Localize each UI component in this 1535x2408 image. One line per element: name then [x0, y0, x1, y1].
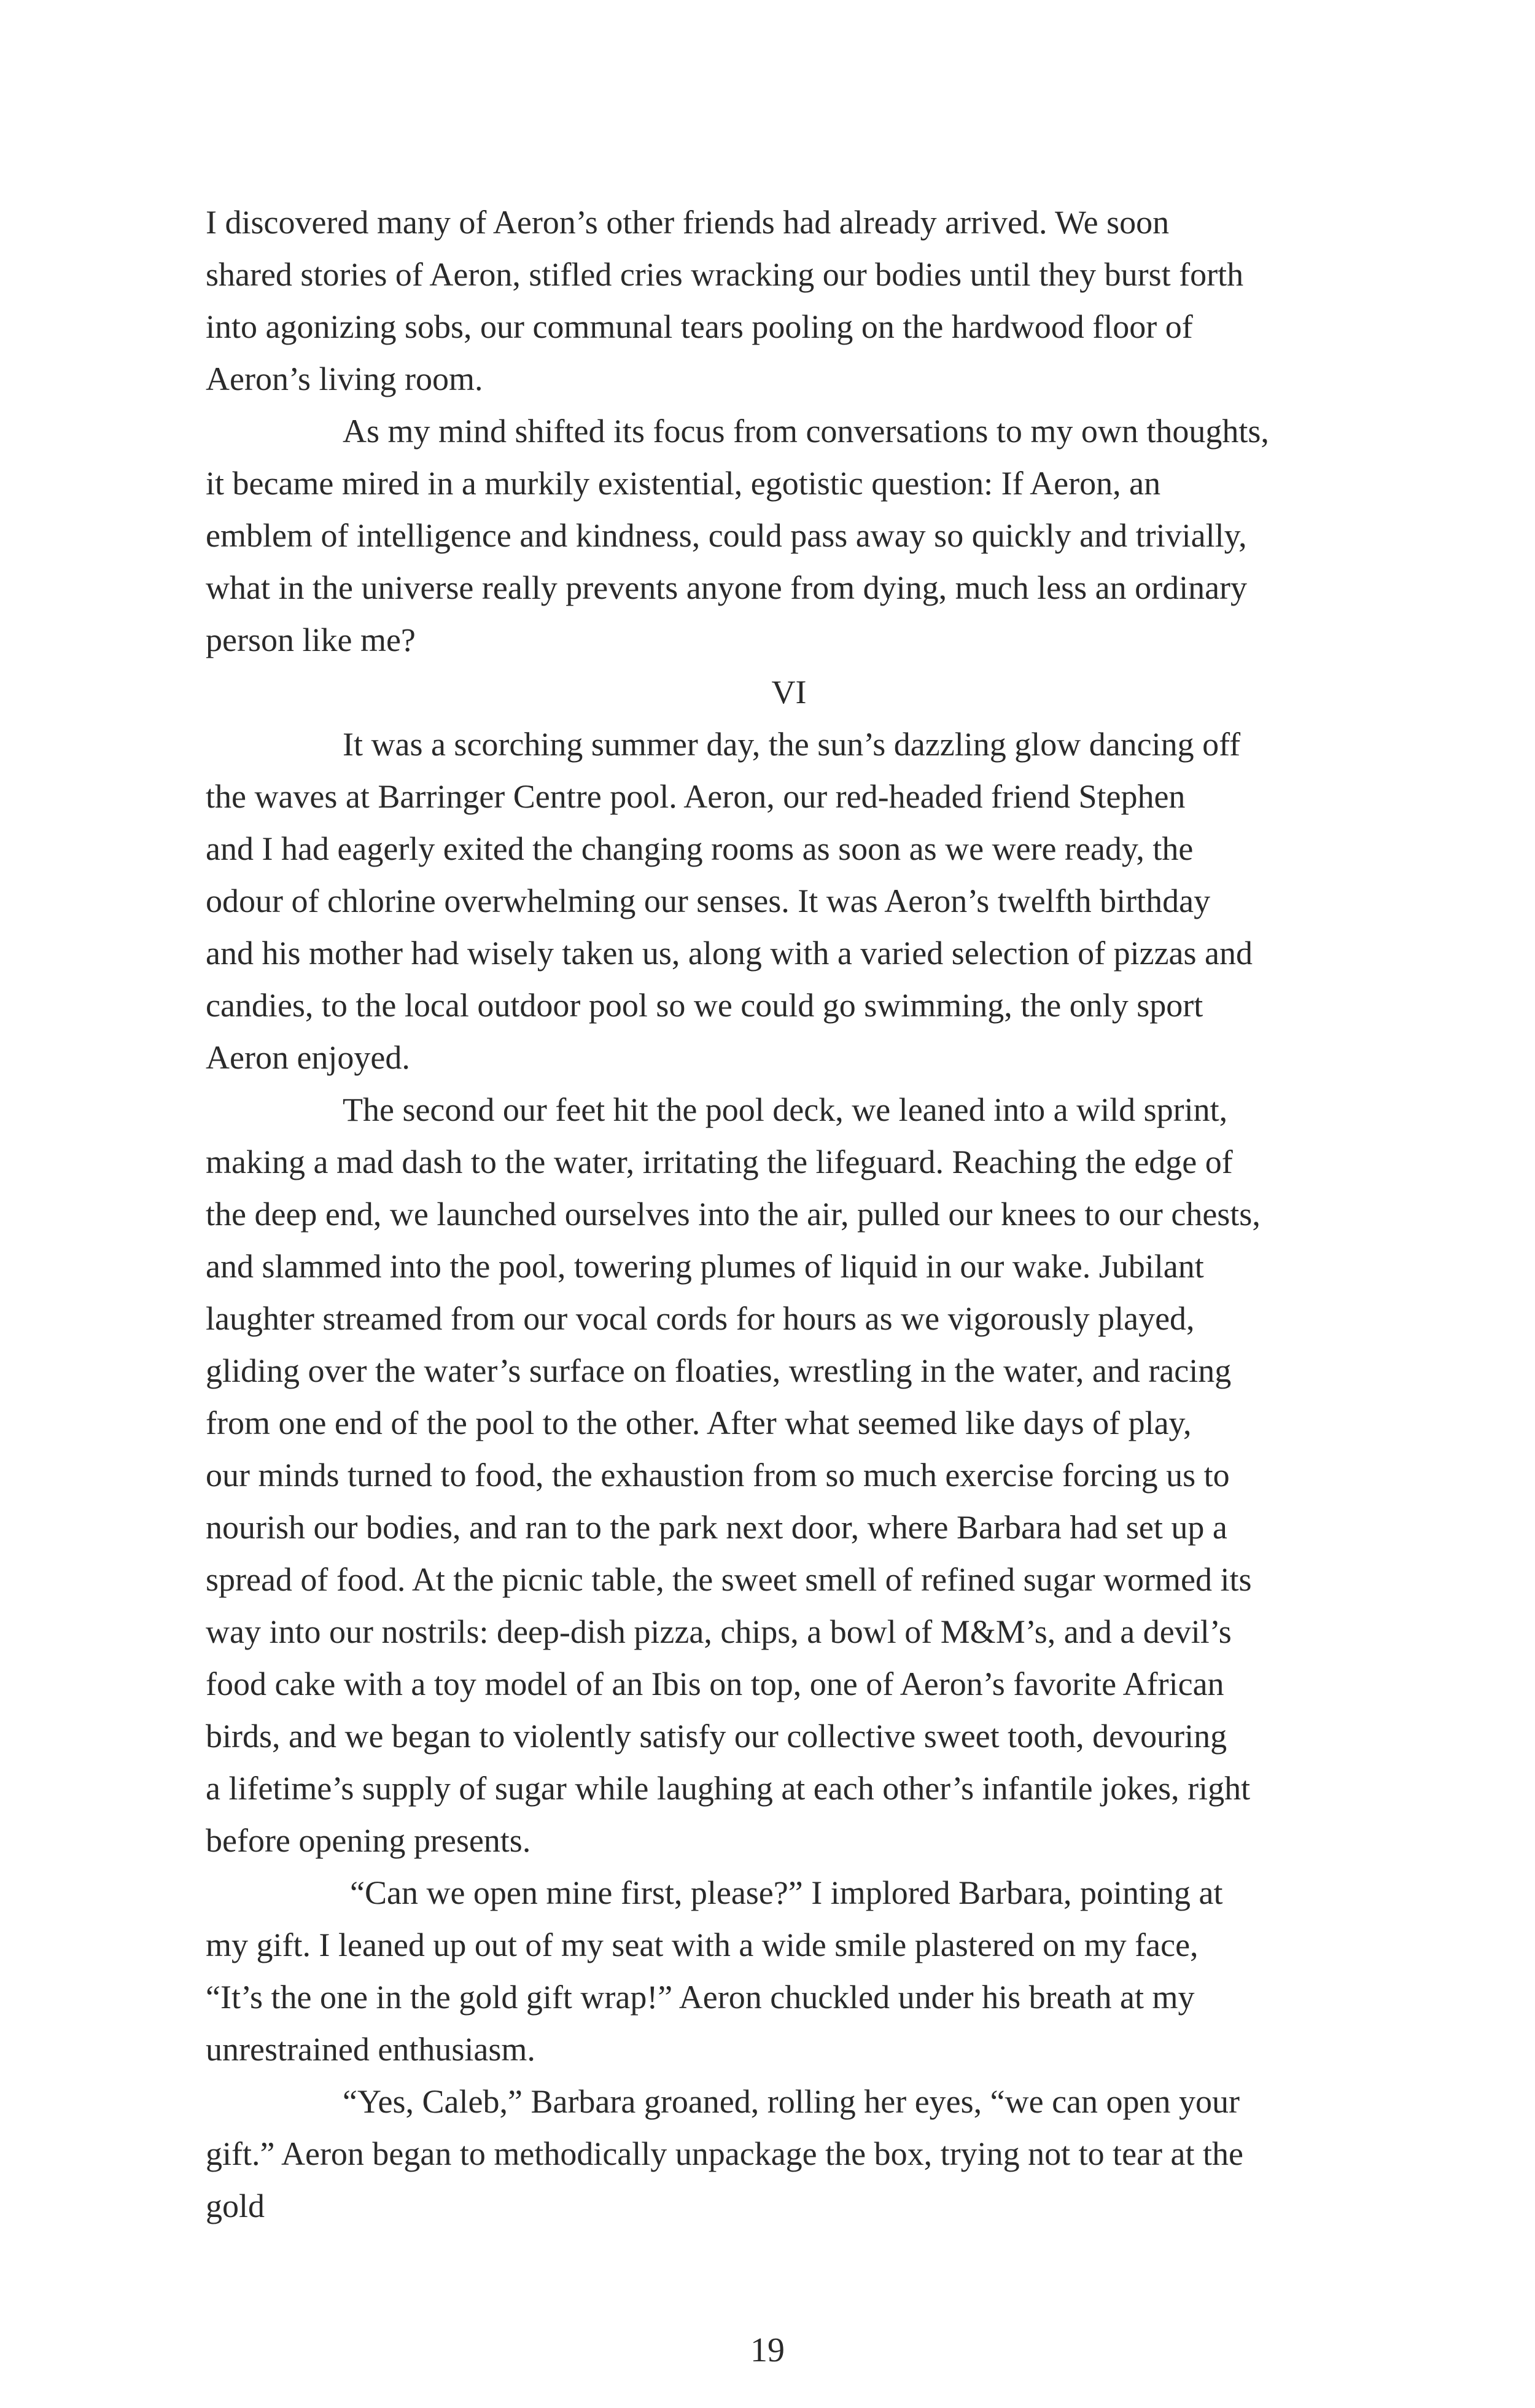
text-line: emblem of intelligence and kindness, could pass away so quickly and trivially, — [206, 517, 1247, 554]
text-line: and I had eagerly exited the changing rooms as soon as we were ready, the — [206, 830, 1194, 867]
text-line: the deep end, we launched ourselves into the air, pulled our knees to our chests, — [206, 1196, 1261, 1233]
text-line: what in the universe really prevents anyone from dying, much less an ordinary — [206, 569, 1248, 606]
text-line: into agonizing sobs, our communal tears pooling on the hardwood floor of — [206, 308, 1193, 345]
text-line: unrestrained enthusiasm. — [206, 2031, 535, 2068]
text-line: gliding over the water’s surface on floaties, wrestling in the water, and racing — [206, 1352, 1232, 1389]
text-line: odour of chlorine overwhelming our senses. It was Aeron’s twelfth birthday — [206, 883, 1211, 919]
page-number: 19 — [750, 2331, 785, 2369]
paragraph-start-line: As my mind shifted its focus from conversations to my own thoughts, — [343, 413, 1269, 450]
text-line: gold — [206, 2188, 265, 2224]
text-line: shared stories of Aeron, stifled cries wracking our bodies until they burst forth — [206, 256, 1244, 293]
text-line: birds, and we began to violently satisfy our collective sweet tooth, devouring — [206, 1718, 1227, 1755]
text-line: person like me? — [206, 621, 416, 658]
text-line: gift.” Aeron began to methodically unpackage the box, trying not to tear at the — [206, 2135, 1243, 2172]
text-line: my gift. I leaned up out of my seat with a wide smile plastered on my face, — [206, 1927, 1199, 1963]
text-line: way into our nostrils: deep-dish pizza, chips, a bowl of M&M’s, and a devil’s — [206, 1613, 1232, 1650]
text-line: Aeron enjoyed. — [206, 1039, 410, 1076]
text-line: from one end of the pool to the other. After what seemed like days of play, — [206, 1405, 1192, 1441]
text-line: food cake with a toy model of an Ibis on top, one of Aeron’s favorite African — [206, 1666, 1224, 1702]
text-line: and slammed into the pool, towering plumes of liquid in our wake. Jubilant — [206, 1248, 1204, 1285]
section-heading: VI — [771, 674, 807, 711]
paragraph-start-line: “Yes, Caleb,” Barbara groaned, rolling her eyes, “we can open your — [343, 2083, 1240, 2120]
text-line: the waves at Barringer Centre pool. Aeron, our red-headed friend Stephen — [206, 778, 1186, 815]
text-line: before opening presents. — [206, 1822, 531, 1859]
text-line: making a mad dash to the water, irritating the lifeguard. Reaching the edge of — [206, 1144, 1233, 1180]
text-line: nourish our bodies, and ran to the park next door, where Barbara had set up a — [206, 1509, 1227, 1546]
text-line: it became mired in a murkily existential, egotistic question: If Aeron, an — [206, 465, 1161, 502]
text-line: Aeron’s living room. — [206, 360, 483, 397]
paragraph-start-line: It was a scorching summer day, the sun’s dazzling glow dancing off — [343, 726, 1241, 763]
text-line: I discovered many of Aeron’s other friends had already arrived. We soon — [206, 204, 1170, 241]
text-line: our minds turned to food, the exhaustion from so much exercise forcing us to — [206, 1457, 1230, 1494]
text-line: candies, to the local outdoor pool so we could go swimming, the only sport — [206, 987, 1203, 1024]
paragraph-start-line: The second our feet hit the pool deck, we leaned into a wild sprint, — [343, 1091, 1228, 1128]
text-line: “It’s the one in the gold gift wrap!” Aeron chuckled under his breath at my — [206, 1979, 1195, 2016]
text-line: laughter streamed from our vocal cords for hours as we vigorously played, — [206, 1300, 1195, 1337]
text-line: a lifetime’s supply of sugar while laughing at each other’s infantile jokes, right — [206, 1770, 1251, 1807]
body-text — [206, 197, 1372, 2232]
text-line: spread of food. At the picnic table, the sweet smell of refined sugar wormed its — [206, 1561, 1252, 1598]
paragraph-start-line: “Can we open mine first, please?” I implored Barbara, pointing at — [350, 1874, 1223, 1911]
text-line: and his mother had wisely taken us, along with a varied selection of pizzas and — [206, 935, 1253, 972]
